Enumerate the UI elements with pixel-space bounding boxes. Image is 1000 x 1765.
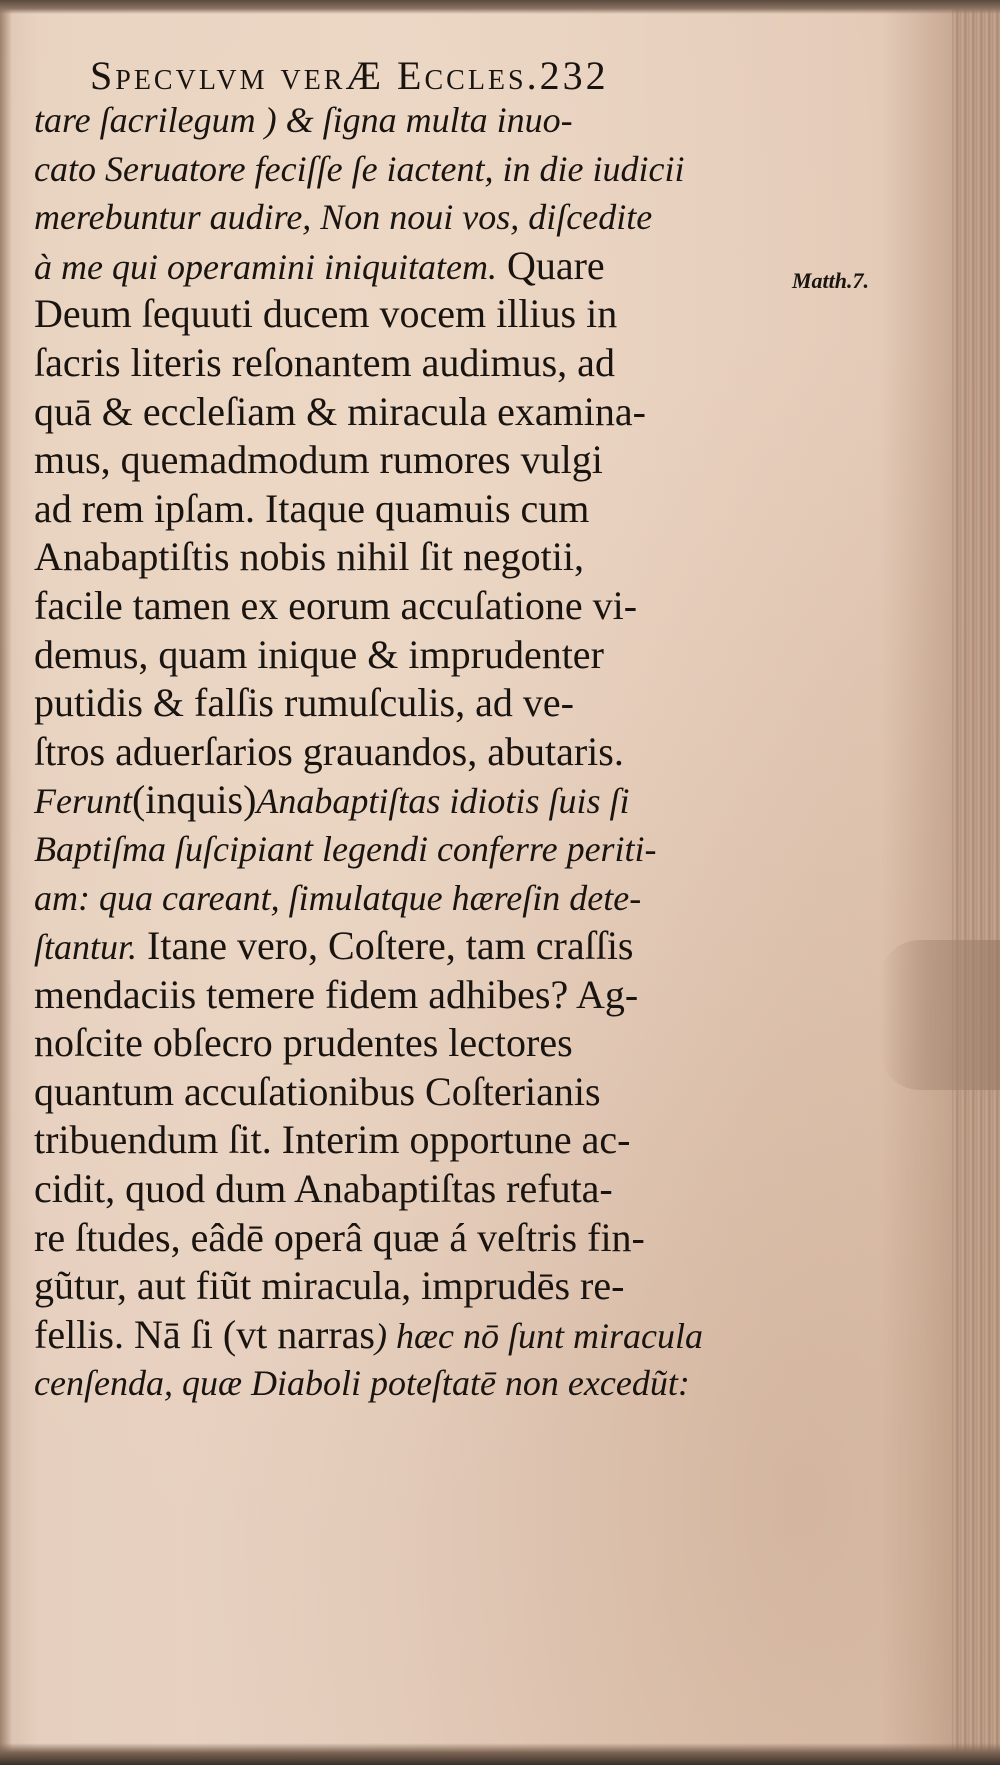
text-line: am: qua careant, ſimulatque hæreſin dete- bbox=[34, 877, 642, 918]
text-line-italic: Ferunt bbox=[34, 781, 132, 822]
text-line: cato Seruatore feciſſe ſe iactent, in die iudicii bbox=[34, 148, 685, 189]
text-line: cidit, quod dum Anabaptiſtas refuta- bbox=[34, 1166, 613, 1212]
body-text bbox=[34, 96, 804, 1408]
text-line bbox=[34, 1311, 804, 1360]
text-line: ad rem ipſam. Itaque quamuis cum bbox=[34, 485, 590, 531]
text-line: noſcite obſecro prudentes lectores bbox=[34, 1020, 573, 1066]
running-head bbox=[90, 52, 790, 99]
text-line: quantum accuſationibus Coſterianis bbox=[34, 1068, 601, 1114]
text-line: ſtros aduerſarios grauandos, abutaris. bbox=[34, 728, 624, 774]
text-line: mendaciis temere fidem adhibes? Ag- bbox=[34, 971, 639, 1017]
text-line-roman: (inquis) bbox=[131, 777, 257, 823]
text-line: re ſtudes, eâdē operâ quæ á veſtris fin- bbox=[34, 1214, 645, 1260]
margin-note: Matth.7. bbox=[792, 268, 870, 293]
text-line-italic: ſtantur. bbox=[34, 927, 138, 968]
running-head-title: Specvlvm verÆ Eccles. bbox=[90, 53, 540, 98]
text-line: Anabaptiſtis nobis nihil ſit negotii, bbox=[34, 534, 584, 580]
page-bottom-edge bbox=[0, 1743, 1000, 1765]
text-line-italic: à me qui operamini iniquitatem. bbox=[34, 246, 497, 287]
text-line: facile tamen ex eorum accuſatione vi- bbox=[34, 582, 638, 628]
text-line-italic: Anabaptiſtas idiotis ſuis ſi bbox=[256, 781, 630, 822]
text-line: merebuntur audire, Non noui vos, diſcedite bbox=[34, 197, 653, 238]
text-line: gũtur, aut fiũt miracula, imprudēs re- bbox=[34, 1263, 625, 1309]
text-line: Baptiſma ſuſcipiant legendi conferre periti- bbox=[34, 828, 657, 869]
clasp-shadow bbox=[880, 940, 1000, 1090]
page-fore-edge bbox=[952, 0, 1000, 1765]
text-line: quā & eccleſiam & miracula examina- bbox=[34, 388, 646, 434]
text-line: Deum ſequuti ducem vocem illius in bbox=[34, 291, 618, 337]
text-line: tribuendum ſit. Interim opportune ac- bbox=[34, 1117, 631, 1163]
text-line-roman: fellis. Nā ſi (vt narras bbox=[34, 1311, 375, 1357]
page-number: 232 bbox=[539, 53, 609, 98]
text-line: ſacris literis reſonantem audimus, ad bbox=[34, 339, 615, 385]
text-line bbox=[34, 242, 804, 291]
text-line-roman: Itane vero, Coſtere, tam craſſis bbox=[147, 923, 634, 969]
text-line: demus, quam inique & imprudenter bbox=[34, 631, 604, 677]
page-gutter-shadow bbox=[0, 0, 12, 1765]
page-top-edge bbox=[0, 0, 1000, 14]
text-line-roman: Quare bbox=[506, 242, 605, 288]
text-line: mus, quemadmodum rumores vulgi bbox=[34, 437, 603, 483]
text-line bbox=[34, 922, 804, 971]
text-line: cenſenda, quæ Diaboli poteſtatē non excedũt: bbox=[34, 1363, 690, 1404]
text-line bbox=[34, 776, 804, 825]
text-line-italic: ) hæc nō ſunt miracula bbox=[375, 1315, 703, 1356]
text-line: putidis & falſis rumuſculis, ad ve- bbox=[34, 680, 574, 726]
text-line: tare ſacrilegum ) & ſigna multa inuo- bbox=[34, 100, 573, 140]
